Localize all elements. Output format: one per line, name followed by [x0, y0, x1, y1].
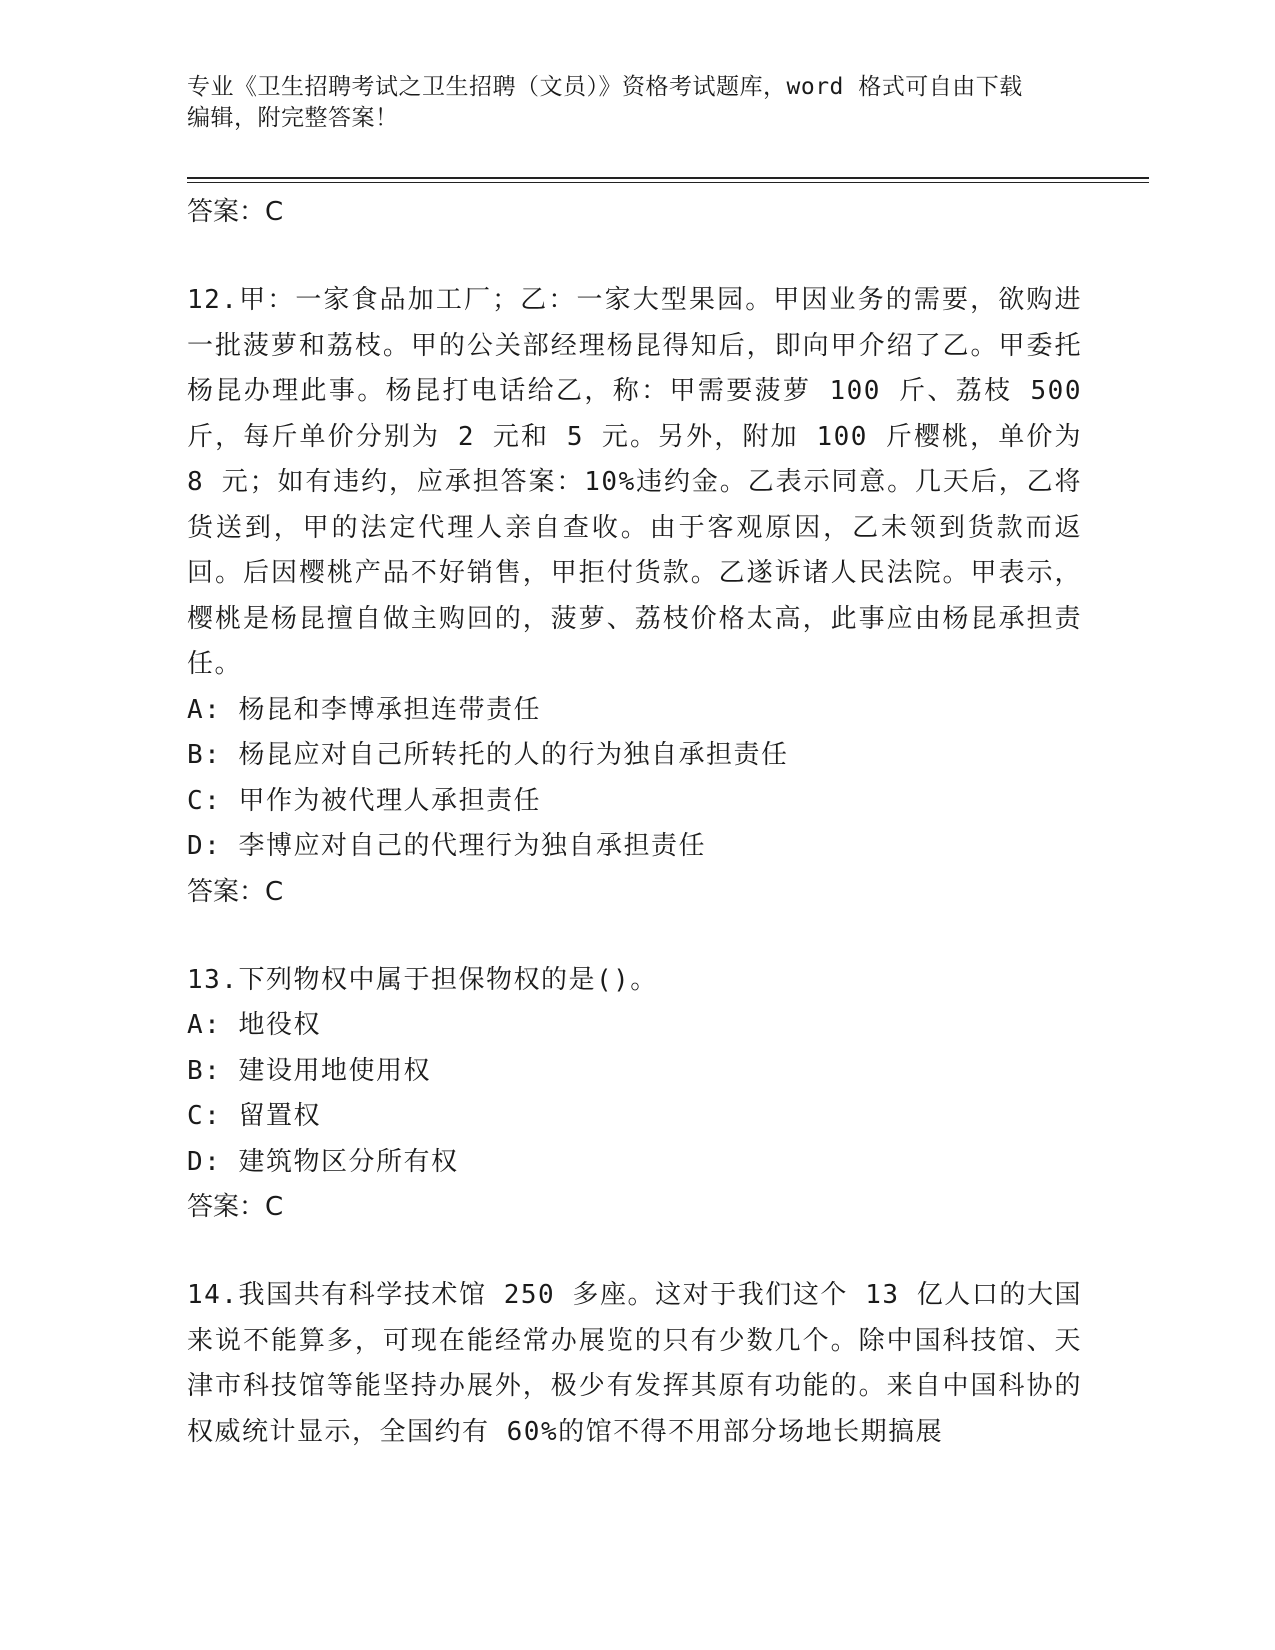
header-line-2: 编辑，附完整答案！: [187, 105, 399, 131]
header-rule-thick: [187, 177, 1149, 179]
option-d: D: 建筑物区分所有权: [187, 1146, 459, 1177]
option-a: A: 地役权: [187, 1010, 321, 1040]
option-d: D: 李博应对自己的代理行为独自承担责任: [187, 831, 706, 861]
option-c: C: 留置权: [187, 1101, 321, 1131]
answer-line: 答案：C: [187, 876, 284, 907]
question-stem: 13.下列物权中属于担保物权的是()。: [187, 964, 658, 995]
header-rule-thin: [187, 182, 1149, 183]
header-line-1: 专业《卫生招聘考试之卫生招聘（文员）》资格考试题库，word 格式可自由下载: [187, 74, 1023, 100]
document-body: [187, 190, 1082, 1455]
option-a: A: 杨昆和李博承担连带责任: [187, 694, 541, 725]
page-header: [187, 72, 1087, 134]
question-12: [187, 278, 1082, 914]
option-c: C: 甲作为被代理人承担责任: [187, 785, 541, 816]
question-13: [187, 958, 1082, 1230]
answer-line: 答案：C: [187, 1192, 284, 1222]
question-14: [187, 1273, 1082, 1455]
option-b: B: 建设用地使用权: [187, 1055, 431, 1086]
question-stem: 14.我国共有科学技术馆 250 多座。这对于我们这个 13 亿人口的大国来说不能算多，可现在能经常办展览的只有少数几个。除中国科技馆、天津市科技馆等能坚持办展外，极少有发挥其原有功能的。来自中国科协的权威统计显示，全国约有 60%的馆不得不用部分场地长期搞展: [187, 1280, 1082, 1447]
answer-line: 答案：C: [187, 197, 284, 227]
option-b: B: 杨昆应对自己所转托的人的行为独自承担责任: [187, 740, 789, 770]
question-stem: 12.甲：一家食品加工厂；乙：一家大型果园。甲因业务的需要，欲购进一批菠萝和荔枝。甲的公关部经理杨昆得知后，即向甲介绍了乙。甲委托杨昆办理此事。杨昆打电话给乙，称：甲需要菠萝 100 斤、荔枝 500 斤，每斤单价分别为 2 元和 5 元。另外，附加 100 斤樱桃，单价为 8 元；如有违约，应承担答案：10%违约金。乙表示同意。几天后，乙将货送到，甲的法定代理人亲自查收。由于客观原因，乙未领到货款而返回。后因樱桃产品不好销售，甲拒付货款。乙遂诉诸人民法院。甲表示，樱桃是杨昆擅自做主购回的，菠萝、荔枝价格太高，此事应由杨昆承担责任。: [187, 285, 1082, 679]
